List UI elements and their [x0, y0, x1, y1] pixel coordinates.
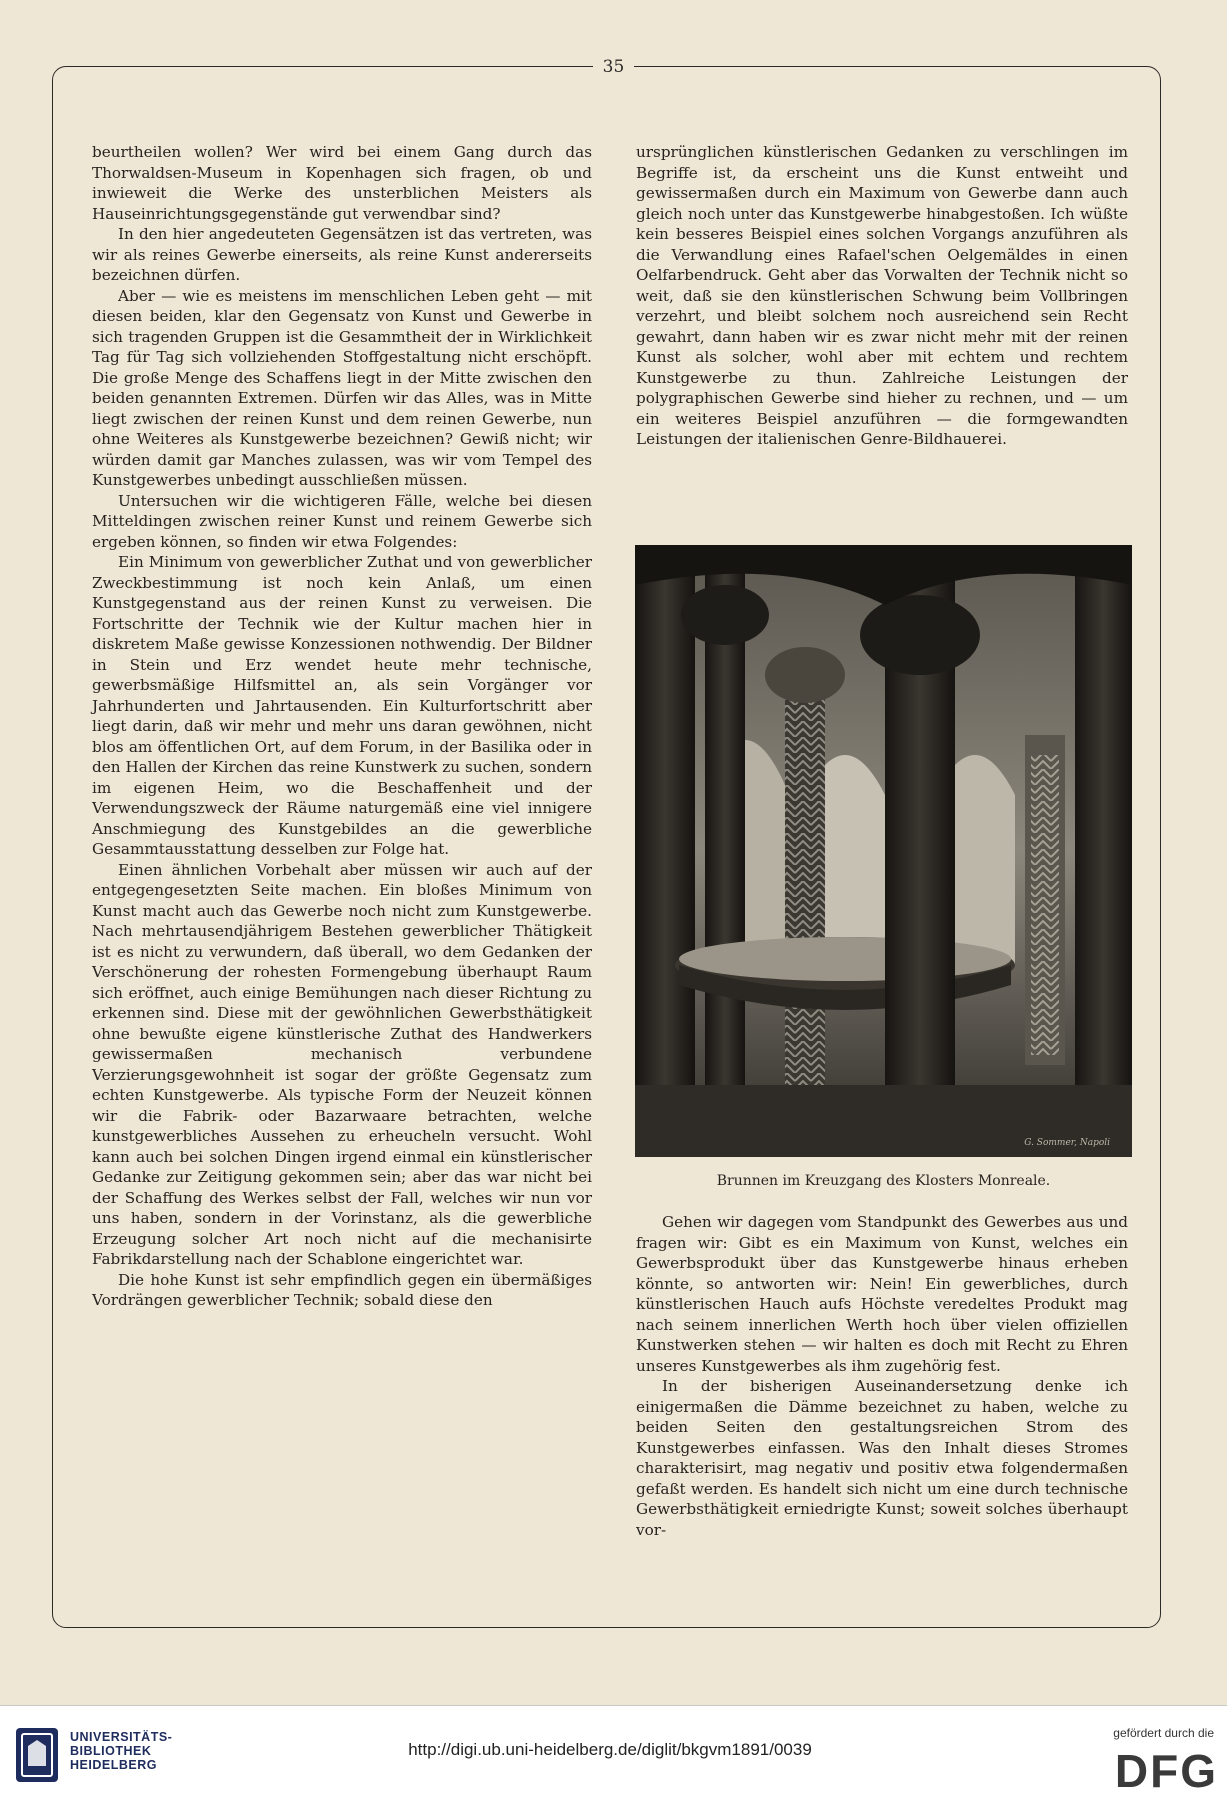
institution-line: BIBLIOTHEK [70, 1744, 152, 1758]
footer-bar [0, 1705, 1227, 1813]
paragraph: Die hohe Kunst ist sehr empfindlich gegen ein übermäßiges Vordrängen gewerblicher Technik; sobald diese den [92, 1270, 592, 1309]
paragraph: In den hier angedeuteten Gegensätzen ist das vertreten, was wir als reines Gewerbe einerseits, als reine Kunst andererseits bezeichnen dürfen. [92, 225, 592, 284]
right-column-bottom [636, 1212, 1128, 1540]
dfg-logo: DFG [1114, 1745, 1218, 1797]
university-seal-icon [14, 1726, 60, 1784]
page-number [0, 58, 1227, 76]
page-number-text: 35 [593, 57, 635, 77]
paragraph: Aber — wie es meistens im menschlichen Leben geht — mit diesen beiden, klar den Gegensatz von Kunst und Gewerbe in sich tragenden Gruppen ist die Gesammtheit der in Wirklichkeit Tag für Tag sich vollziehenden Stoffgestaltung nicht erschöpft. Die große Menge des Schaffens liegt in der Mitte zwischen den beiden genannten Extremen. Dürfen wir das Alles, was in Mitte liegt zwischen der reinen Kunst und dem reinen Gewerbe, nun ohne Weiteres als Kunstgewerbe bezeichnen? Gewiß nicht; wir würden damit gar Manches zulassen, was wir vom Tempel des Kunstgewerbes unbedingt ausschließen müssen. [92, 286, 592, 489]
paragraph: Untersuchen wir die wichtigeren Fälle, welche bei diesen Mitteldingen zwischen reiner Kunst und reinem Gewerbe sich ergeben können, so finden wir etwa Folgendes: [92, 491, 592, 551]
figure-caption: Brunnen im Kreuzgang des Klosters Monreale. [716, 1173, 1051, 1189]
sponsor-text: gefördert durch die [1113, 1726, 1214, 1740]
paragraph: beurtheilen wollen? Wer wird bei einem Gang durch das Thorwaldsen-Museum in Kopenhagen sich fragen, ob und inwieweit die Werke des unsterblichen Meisters als Hauseinrichtungsgegenstände gut verwendbar sind? [92, 143, 592, 223]
institution-name [70, 1730, 172, 1772]
photo-illustration [635, 545, 1132, 1157]
paragraph: Gehen wir dagegen vom Standpunkt des Gewerbes aus und fragen wir: Gibt es ein Maximum von Kunst, welches ein Gewerbsprodukt über das Kunstgewerbe hinaus erheben könnte, so antworten wir: Nein! Ein gewerbliches, durch künstlerischen Hauch aufs Höchste veredeltes Produkt mag nach seinem innerlichen Werth hoch über vielen offiziellen Kunstwerken stehen — wir halten es doch mit Recht zu Ehren unseres Kunstgewerbes als ihm zugehörig fest. [636, 1213, 1128, 1375]
paragraph: ursprünglichen künstlerischen Gedanken zu verschlingen im Begriffe ist, da erscheint uns die Kunst entweiht und gewissermaßen durch ein Maximum von Gewerbe dann auch gleich noch unter das Kunstgewerbe hinabgestoßen. Ich wüßte kein besseres Beispiel eines solchen Vorgangs anzuführen als die Verwandlung eines Rafael'schen Oelgemäldes in einen Oelfarbendruck. Geht aber das Vorwalten der Technik nicht so weit, daß sie den künstlerischen Schwung beim Vollbringen verzehrt, und bleibt solchem noch ausreichend sein Recht gewahrt, dann haben wir es zwar nicht mehr mit der reinen Kunst als solcher, wohl aber mit echtem und rechtem Kunstgewerbe zu thun. Zahlreiche Leistungen der polygraphischen Gewerbe sind hieher zu rechnen, und — um ein weiteres Beispiel anzuführen — die formgewandten Leistungen der italienischen Genre-Bildhauerei. [636, 143, 1128, 448]
photographer-mark: G. Sommer, Napoli [1024, 1138, 1110, 1148]
paragraph: In der bisherigen Auseinandersetzung denke ich einigermaßen die Dämme bezeichnet zu haben, welche zu beiden Seiten den gestaltungsreichen Strom des Kunstgewerbes einfassen. Was den Inhalt dieses Stromes charakterisirt, mag negativ und positiv etwa folgendermaßen gefaßt werden. Es handelt sich nicht um eine durch technische Gewerbsthätigkeit erniedrigte Kunst; soweit solches überhaupt vor- [636, 1377, 1128, 1539]
paragraph: Ein Minimum von gewerblicher Zuthat und von gewerblicher Zweckbestimmung ist noch kein Anlaß, um einen Kunstgegenstand aus der reinen Kunst zu verweisen. Die Fortschritte der Technik wie der Kultur machen hier in diskretem Maße gewisse Konzessionen nothwendig. Der Bildner in Stein und Erz wendet heute mehr technische, gewerbsmäßige Hilfsmittel an, als sein Vorgänger vor Jahrhunderten und Jahrtausenden. Ein Kulturfortschritt aber liegt darin, daß wir mehr und mehr uns daran gewöhnen, nicht blos am öffentlichen Ort, auf dem Forum, in der Basilika oder in den Hallen der Kirchen das reine Kunstwerk zu suchen, sondern im eigenen Heim, wo die Beschaffenheit und der Verwendungszweck der Räume naturgemäß eine viel innigere Anschmiegung des Kunstgebildes an die gewerbliche Gesammtausstattung desselben zur Folge hat. [92, 553, 592, 858]
permalink-url[interactable]: http://digi.ub.uni-heidelberg.de/diglit/bkgvm1891/0039 [408, 1740, 812, 1759]
cloister-fountain-photo [635, 545, 1132, 1157]
institution-line: HEIDELBERG [70, 1758, 157, 1772]
right-column-top [636, 142, 1128, 450]
institution-line: UNIVERSITÄTS- [70, 1730, 173, 1744]
left-column [92, 142, 592, 1311]
paragraph: Einen ähnlichen Vorbehalt aber müssen wir auch auf der entgegengesetzten Seite machen. Ein bloßes Minimum von Kunst macht auch das Gewerbe noch nicht zum Kunstgewerbe. Nach mehrtausendjährigem Bestehen gewerblicher Thätigkeit ist es nicht zu verwundern, daß überall, wo dem Gedanken der Verschönerung der rohesten Formengebung überhaupt Raum sich eröffnet, auch einige Bemühungen nach dieser Richtung zu erkennen sind. Diese mit der gewöhnlichen Gewerbsthätigkeit ohne bewußte eigene künstlerische Zuthat des Handwerkers gewissermaßen mechanisch verbundene Verzierungsgewohnheit ist sogar der größte Gegensatz zum echten Kunstgewerbe. Als typische Form der Neuzeit können wir die Fabrik- oder Bazarwaare betrachten, welche kunstgewerbliches Aussehen zu erheucheln versucht. Wohl kann auch bei solchen Dingen irgend einmal ein künstlerischer Gedanke zur Zeitigung gekommen sein; aber das war nicht bei der Schaffung des Werkes selbst der Fall, welches wir nun vor uns haben, sondern in der Vorinstanz, als die gewerbliche Erzeugung solcher Art noch nicht auf die mechanisirte Fabrikdarstellung nach der Schablone eingerichtet war. [92, 860, 592, 1268]
